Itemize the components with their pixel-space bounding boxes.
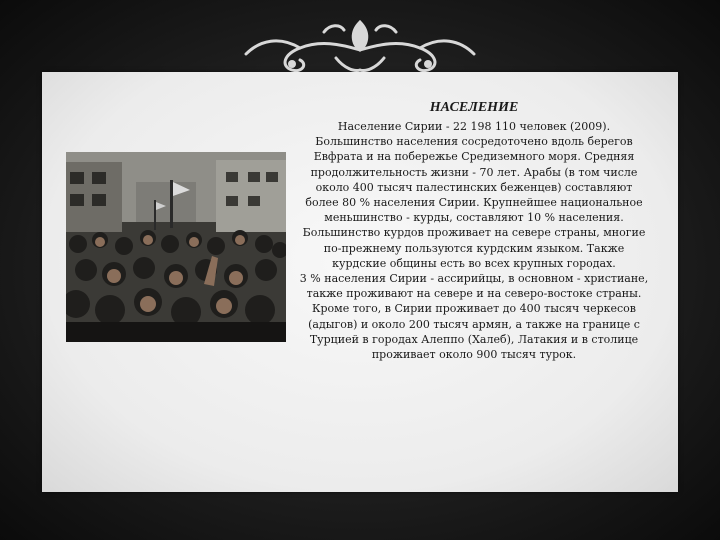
paragraph-assyrians: 3 % населения Сирии - ассирийцы, в основном - христиане, также проживают на севере и на северо-востоке страны. [299, 272, 649, 301]
slide-title: НАСЕЛЕНИЕ [429, 100, 519, 115]
crowd-protest-photo-icon [66, 152, 286, 342]
paragraph-minorities: Кроме того, в Сирии проживает до 400 тысяч черкесов (адыгов) и около 200 тысяч армян, а также на границе с Турцией в городах Алеппо (Халеб), Латакия и в столице проживает около 900 тысяч турок. [308, 302, 640, 362]
crowd-photo [66, 152, 286, 342]
text-block [298, 99, 650, 449]
paragraph-population: Население Сирии - 22 198 110 человек (2009). Большинство населения сосредоточено вдоль берегов Евфрата и на побережье Средиземного моря. Средняя продолжительность жизни - 70 лет. Арабы (в том числе около 400 тысяч палестинских беженцев) составляют более 80 % населения Сирии. Крупнейшее национальное меньшинство - курды, составляют 10 % населения. Большинство курдов проживает на севере страны, многие по-прежнему пользуются курдским языком. Также курдские общины есть во всех крупных городах. [302, 120, 646, 270]
scroll-ornament-icon [240, 14, 480, 80]
